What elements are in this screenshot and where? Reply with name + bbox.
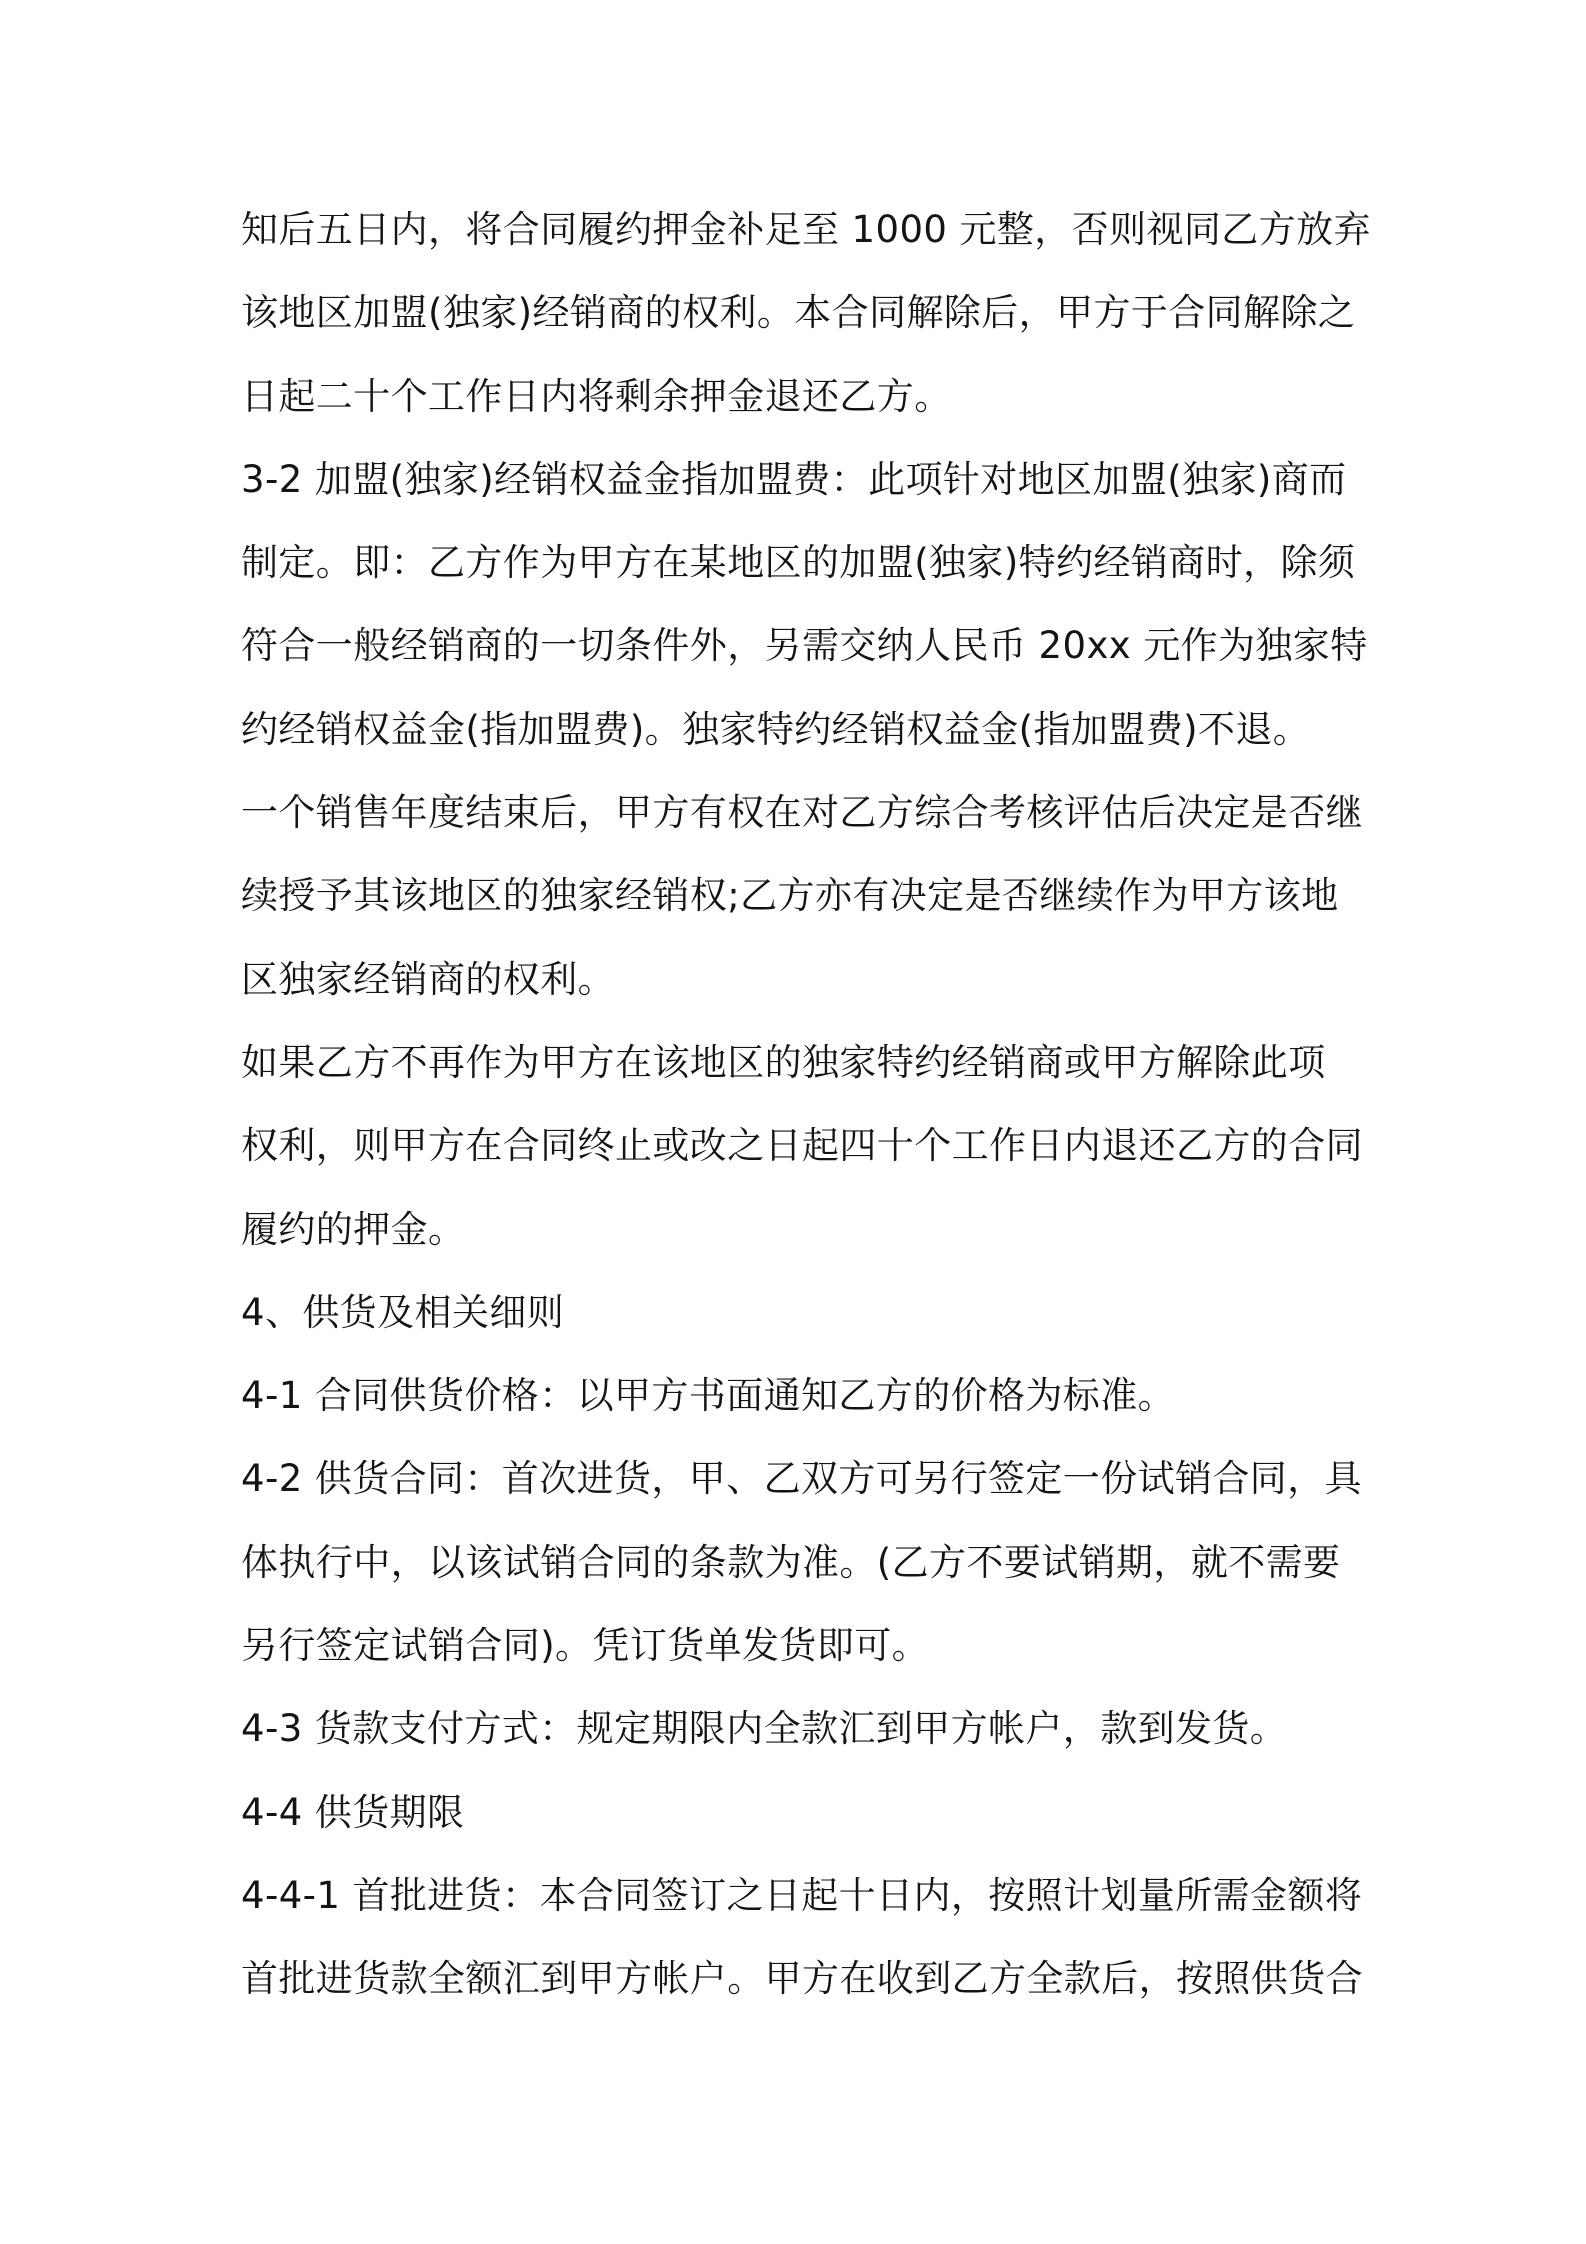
text-line: 4-1 合同供货价格：以甲方书面通知乙方的价格为标准。 bbox=[241, 1374, 1175, 1418]
text-line: 4-2 供货合同：首次进货，甲、乙双方可另行签定一份试销合同，具 bbox=[241, 1457, 1362, 1501]
text-line: 4-3 货款支付方式：规定期限内全款汇到甲方帐户，款到发货。 bbox=[241, 1707, 1288, 1751]
text-line: 符合一般经销商的一切条件外，另需交纳人民币 20xx 元作为独家特 bbox=[241, 624, 1368, 668]
text-line: 3-2 加盟(独家)经销权益金指加盟费：此项针对地区加盟(独家)商而 bbox=[241, 457, 1347, 501]
text-line: 日起二十个工作日内将剩余押金退还乙方。 bbox=[241, 374, 952, 418]
text-line: 履约的押金。 bbox=[241, 1207, 466, 1251]
document-body bbox=[241, 188, 1371, 2021]
text-line: 首批进货款全额汇到甲方帐户。甲方在收到乙方全款后，按照供货合 bbox=[241, 1957, 1363, 2001]
text-line: 一个销售年度结束后，甲方有权在对乙方综合考核评估后决定是否继 bbox=[241, 791, 1363, 835]
text-line: 约经销权益金(指加盟费)。独家特约经销权益金(指加盟费)不退。 bbox=[241, 707, 1311, 751]
text-line: 制定。即：乙方作为甲方在某地区的加盟(独家)特约经销商时，除须 bbox=[241, 541, 1356, 585]
text-line: 另行签定试销合同)。凭订货单发货即可。 bbox=[241, 1624, 930, 1668]
text-line: 续授予其该地区的独家经销权;乙方亦有决定是否继续作为甲方该地 bbox=[241, 874, 1339, 918]
section-heading: 4、供货及相关细则 bbox=[241, 1290, 565, 1334]
text-line: 如果乙方不再作为甲方在该地区的独家特约经销商或甲方解除此项 bbox=[241, 1040, 1326, 1084]
subsection-heading: 4-4 供货期限 bbox=[241, 1790, 465, 1834]
text-line: 知后五日内，将合同履约押金补足至 1000 元整，否则视同乙方放弃 bbox=[241, 208, 1371, 251]
text-line: 区独家经销商的权利。 bbox=[241, 957, 615, 1001]
text-line: 权利，则甲方在合同终止或改之日起四十个工作日内退还乙方的合同 bbox=[241, 1124, 1363, 1168]
text-line: 4-4-1 首批进货：本合同签订之日起十日内，按照计划量所需金额将 bbox=[241, 1873, 1363, 1917]
text-line: 该地区加盟(独家)经销商的权利。本合同解除后，甲方于合同解除之 bbox=[241, 291, 1356, 335]
text-line: 体执行中，以该试销合同的条款为准。(乙方不要试销期，就不需要 bbox=[241, 1540, 1341, 1584]
